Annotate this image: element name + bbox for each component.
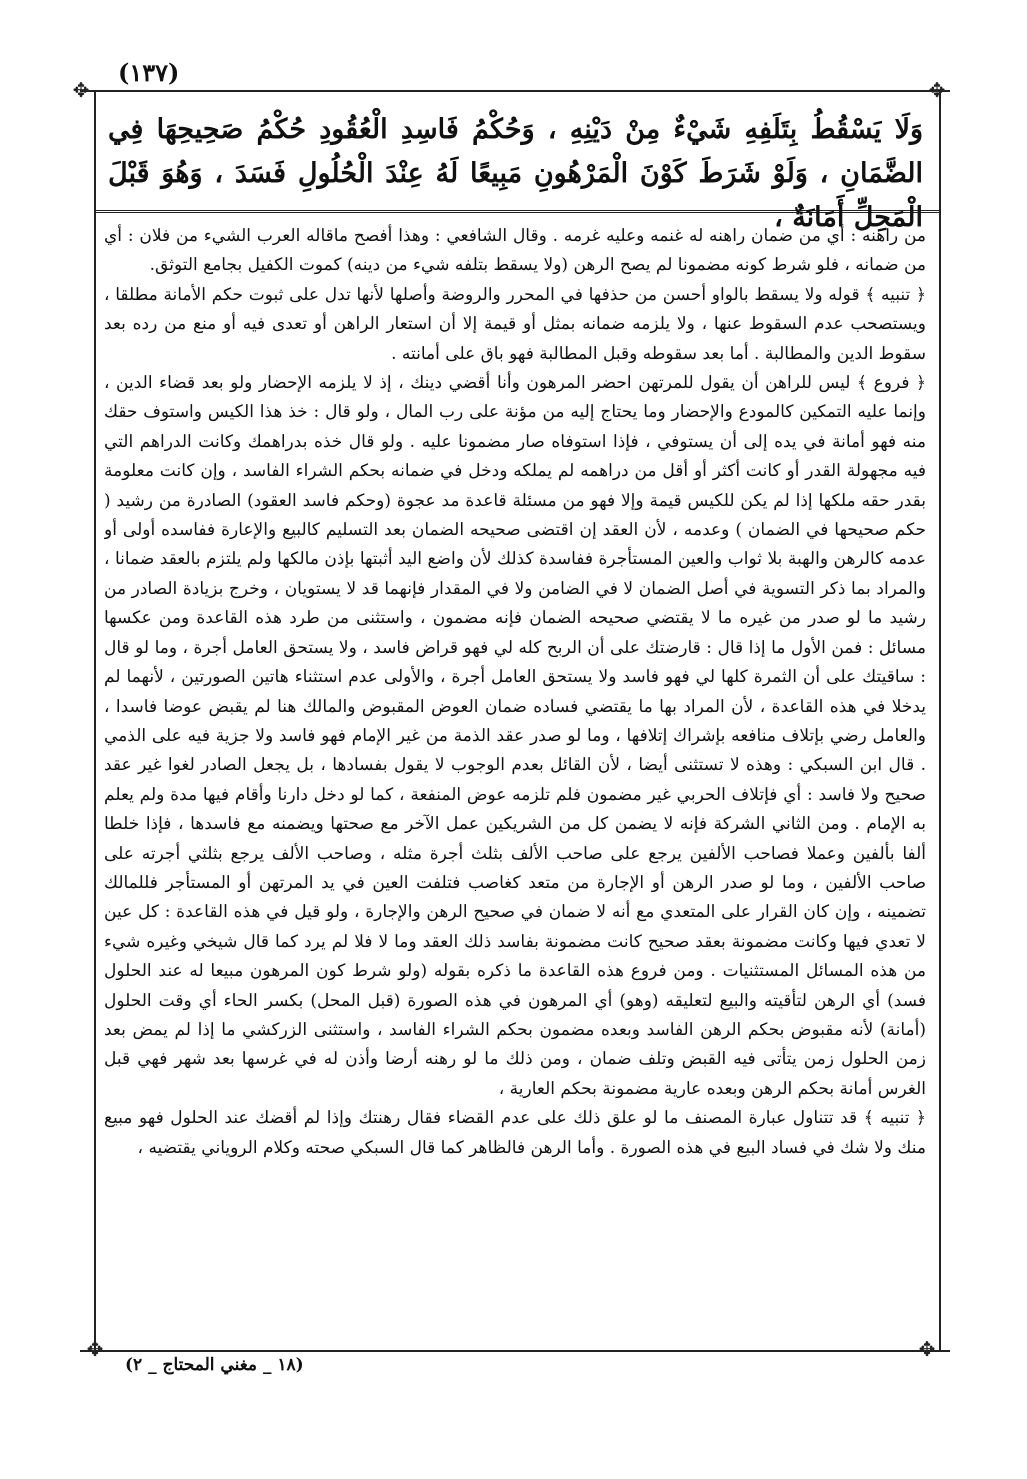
commentary-paragraph: ﴿ فروع ﴾ ليس للراهن أن يقول للمرتهن احضر المرهون وأنا أقضي دينك ، إذ لا يلزمه الإحضار ولو بعد قضاء الدين ، وإنما عليه التمكين كالمودع والإحضار وما يحتاج إليه من مؤنة على رب المال ، ولو قال : خذ هذا الكيس واستوف حقك منه فهو أمانة في يده إلى أن يستوفي ، فإذا استوفاه صار مضمونا عليه . ولو قال خذه بدراهمك وكانت الدراهم التي فيه مجهولة القدر أو كانت أكثر أو أقل من دراهمه لم يملكه ودخل في ضمانه بحكم الشراء الفاسد ، وإن كانت معلومة بقدر حقه ملكها إذا لم يكن للكيس قيمة وإلا فهو من مسئلة قاعدة مد عجوة (وحكم فاسد العقود) الصادرة من رشيد ( حكم صحيحها في الضمان ) وعدمه ، لأن العقد إن اقتضى صحيحه الضمان بعد التسليم كالبيع والإعارة ففاسده أولى أو عدمه كالرهن والهبة بلا ثواب والعين المستأجرة ففاسدة كذلك لأن واضع اليد أثبتها بإذن مالكها ولم يلتزم بالعقد ضمانا ، والمراد بما ذكر التسوية في أصل الضمان لا في الضامن ولا في المقدار فإنهما قد لا يستويان ، وخرج بزيادة الصادر من رشيد ما لو صدر من غيره ما لا يقتضي صحيحه الضمان فإنه مضمون ، واستثنى من طرد هذه القاعدة ومن عكسها مسائل : فمن الأول ما إذا قال : قارضتك على أن الربح كله لي فهو قراض فاسد ، ولا يستحق العامل أجرة ، وما لو قال : ساقيتك على أن الثمرة كلها لي فهو فاسد ولا يستحق العامل أجرة ، والأولى عدم استثناء هاتين الصورتين ، لأنهما لم يدخلا في هذه القاعدة ، لأن المراد بها ما يقتضي فساده ضمان العوض المقبوض والمالك هنا لم يقبض عوضا فاسدا ، والعامل رضي بإتلاف منافعه بإشراك إتلافها ، وما لو صدر عقد الذمة من غير الإمام فهو فاسد ولا جزية فيه على الذمي . قال ابن السبكي : وهذه لا تستثنى أيضا ، لأن القائل بعدم الوجوب لا يقول بفسادها ، بل يجعل الصادر لغوا غير عقد صحيح ولا فاسد : أي فإتلاف الحربي غير مضمون فلم تلزمه عوض المنفعة ، كما لو دخل دارنا وأقام فيها مدة ولم يعلم به الإمام . ومن الثاني الشركة فإنه لا يضمن كل من الشريكين عمل الآخر مع صحتها ويضمنه مع فاسدها ، فإذا خلطا ألفا بألفين وعملا فصاحب الألفين يرجع على صاحب الألف بثلث أجرة مثله ، وصاحب الألف يرجع بثلثي أجرته على صاحب الألفين ، وما لو صدر الرهن أو الإجارة من متعد كغاصب فتلفت العين في يد المرتهن أو المستأجر فللمالك تضمينه ، وإن كان القرار على المتعدي مع أنه لا ضمان في صحيح الرهن والإجارة ، ولو قيل في هذه القاعدة : كل عين لا تعدي فيها وكانت مضمونة بعقد صحيح كانت مضمونة بفاسد ذلك العقد وما لا فلا لم يرد كما قال شيخي وغيره شيء من هذه المسائل المستثنيات . ومن فروع هذه القاعدة ما ذكره بقوله (ولو شرط كون المرهون مبيعا له عند الحلول فسد) أي الرهن لتأقيته والبيع لتعليقه (وهو) أي المرهون في هذه الصورة (قبل المحل) بكسر الحاء أي وقت الحلول (أمانة) لأنه مقبوض بحكم الرهن الفاسد وبعده مضمون بحكم الشراء الفاسد ، واستثنى الزركشي ما إذا لم يمض بعد زمن الحلول زمن يتأتى فيه القبض وتلف ضمان ، ومن ذلك ما لو رهنه أرضا وأذن له في غرسها بعد شهر فهي قبل الغرس أمانة بحكم الرهن وبعده عارية مضمونة بحكم العارية ،	[104, 373, 926, 1099]
bottom-rule	[80, 1350, 950, 1352]
corner-ornament-icon: ✥	[72, 78, 90, 102]
commentary-paragraph: ﴿ تنبيه ﴾ قوله ولا يسقط بالواو أحسن من حذفها في المحرر والروضة وأصلها لأنها تدل على ثبوت حكم الأمانة مطلقا ، ويستصحب عدم السقوط عنها ، ولا يلزمه ضمانه بمثل أو قيمة إلا أن استعار الراهن أو تعدى فيه أو منع من رده بعد سقوط الدين والمطالبة . أما بعد سقوطه وقبل المطالبة فهو باق على أمانته .	[104, 284, 926, 364]
corner-ornament-icon: ✥	[928, 78, 946, 102]
commentary-paragraph: ﴿ تنبيه ﴾ قد تتناول عبارة المصنف ما لو علق ذلك على عدم القضاء فقال رهنتك وإذا لم أقضك عند الحلول فهو مبيع منك ولا شك في فساد البيع في هذه الصورة . وأما الرهن فالظاهر كما قال السبكي صحته وكلام الروياني يقتضيه ،	[104, 1108, 926, 1158]
corner-ornament-icon: ✥	[918, 1337, 936, 1361]
matn-text: وَلَا يَسْقُطُ بِتَلَفِهِ شَيْءٌ مِنْ دَيْنِهِ ، وَحُكْمُ فَاسِدِ الْعُقُودِ حُكْمُ صَحِيحِهَا فِي الضَّمَانِ ، وَلَوْ شَرَطَ كَوْنَ الْمَرْهُونِ مَبِيعًا لَهُ عِنْدَ الْحُلُولِ فَسَدَ ، وَهُوَ قَبْلَ الْمَحِلِّ أَمَانَةٌ ،	[108, 114, 923, 233]
commentary-paragraph: من راهنه : أي من ضمان راهنه له غنمه وعليه غرمه . وقال الشافعي : وهذا أفصح ماقاله العرب الشيء من فلان : أي من ضمانه ، فلو شرط كونه مضمونا لم يصح الرهن (ولا يسقط بتلفه شيء من دينه) كموت الكفيل بجامع التوثق.	[104, 226, 926, 276]
page-number: (١٣٧)	[118, 58, 180, 87]
volume-signature: (١٨ _ مغني المحتاج _ ٢)	[125, 1355, 304, 1375]
corner-ornament-icon: ✥	[86, 1337, 104, 1361]
commentary-body	[104, 222, 926, 1342]
